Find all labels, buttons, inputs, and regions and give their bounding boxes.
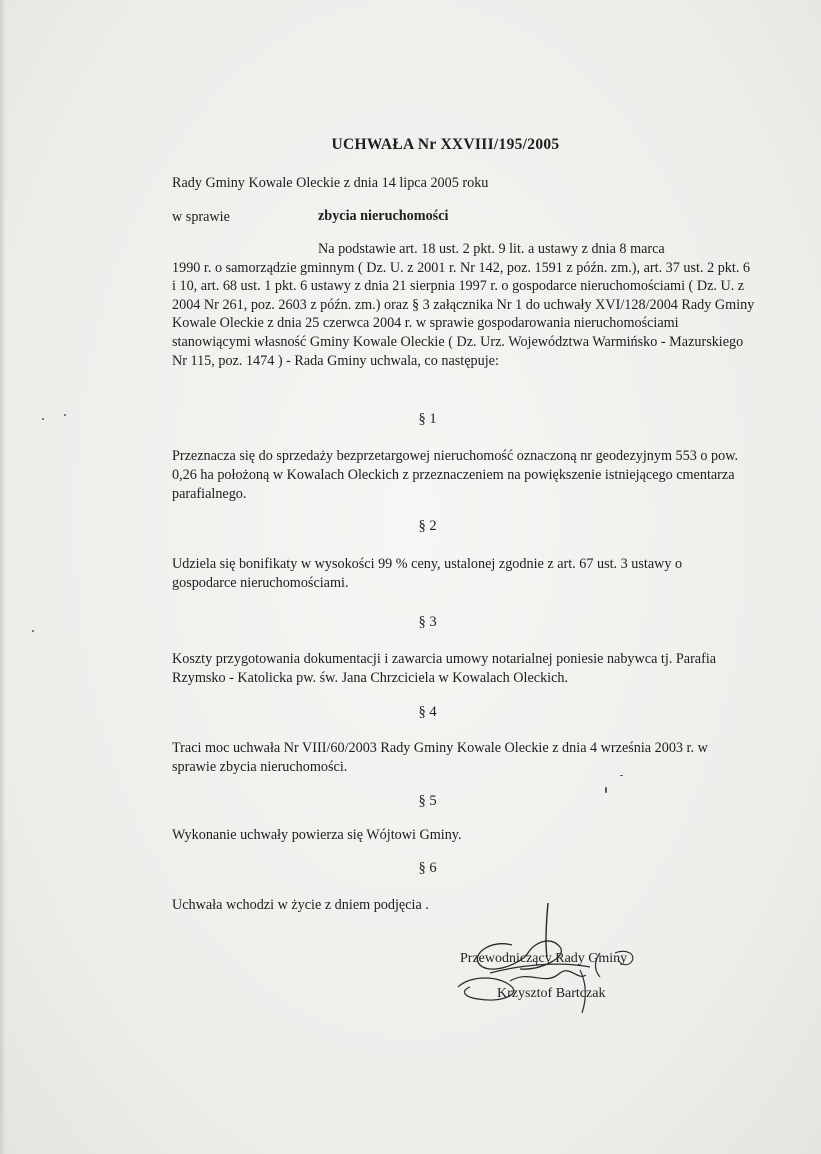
section-text-2: Udziela się bonifikaty w wysokości 99 % ceny, ustalonej zgodnie z art. 67 ust. 3 ustawy o gospodarce nieruchomościami. xyxy=(172,556,683,591)
section-text-5: Wykonanie uchwały powierza się Wójtowi Gminy. xyxy=(172,827,462,843)
subject-value: zbycia nieruchomości xyxy=(318,208,449,224)
subject-label: w sprawie xyxy=(172,209,230,225)
legal-basis-text: 1990 r. o samorządzie gminnym ( Dz. U. z 2001 r. Nr 142, poz. 1591 z późn. zm.), art. 37 ust. 2 pkt. 6 i 10, art. 68 ust. 1 pkt. 6 ustawy z dnia 21 sierpnia 1997 r. o gospodarce nieruchomościami ( Dz. U. z 2004 Nr 261, poz. 2603 z późn. zm.) oraz § 3 załącznika Nr 1 do uchwały XVI/128/2004 Rady Gminy Kowale Oleckie z dnia 25 czerwca 2004 r. w sprawie gospodarowania nieruchomościami stanowiącymi własność Gminy Kowale Oleckie ( Dz. Urz. Województwa Warmińsko - Mazurskiego Nr 115, poz. 1474 ) - Rada Gminy uchwala, co następuje: xyxy=(172,259,755,369)
section-heading-2: § 2 xyxy=(418,518,437,534)
section-text-4: Traci moc uchwała Nr VIII/60/2003 Rady Gminy Kowale Oleckie z dnia 4 września 2003 r. w sprawie zbycia nieruchomości. xyxy=(172,740,708,775)
resolution-subtitle: Rady Gminy Kowale Oleckie z dnia 14 lipca 2005 roku xyxy=(172,175,489,191)
scan-speck xyxy=(32,630,34,632)
handwritten-signature xyxy=(450,895,670,1025)
scan-edge-shadow xyxy=(0,0,6,1154)
legal-basis xyxy=(172,240,757,370)
scan-speck xyxy=(605,787,607,793)
scan-speck xyxy=(620,775,623,776)
section-text-6: Uchwała wchodzi w życie z dniem podjęcia . xyxy=(172,897,429,913)
signatory-name: Krzysztof Bartczak xyxy=(497,986,606,1001)
section-heading-6: § 6 xyxy=(418,860,437,876)
section-text-3: Koszty przygotowania dokumentacji i zawarcia umowy notarialnej poniesie nabywca tj. Parafia Rzymsko - Katolicka pw. św. Jana Chrzciciela w Kowalach Oleckich. xyxy=(172,651,717,686)
signatory-role: Przewodniczący Rady Gminy xyxy=(460,951,628,966)
section-heading-1: § 1 xyxy=(418,411,437,427)
section-heading-4: § 4 xyxy=(418,704,437,720)
section-text-1: Przeznacza się do sprzedaży bezprzetargowej nieruchomość oznaczoną nr geodezyjnym 553 o pow. 0,26 ha położoną w Kowalach Oleckich z przeznaczeniem na powiększenie istniejącego cmentarza parafialnego. xyxy=(172,448,739,502)
section-heading-3: § 3 xyxy=(418,614,437,630)
section-heading-5: § 5 xyxy=(418,793,437,809)
legal-basis-first-line: Na podstawie art. 18 ust. 2 pkt. 9 lit. a ustawy z dnia 8 marca xyxy=(318,241,665,257)
scan-speck xyxy=(64,414,66,416)
scan-speck xyxy=(42,418,44,420)
resolution-title: UCHWAŁA Nr XXVIII/195/2005 xyxy=(331,136,560,153)
